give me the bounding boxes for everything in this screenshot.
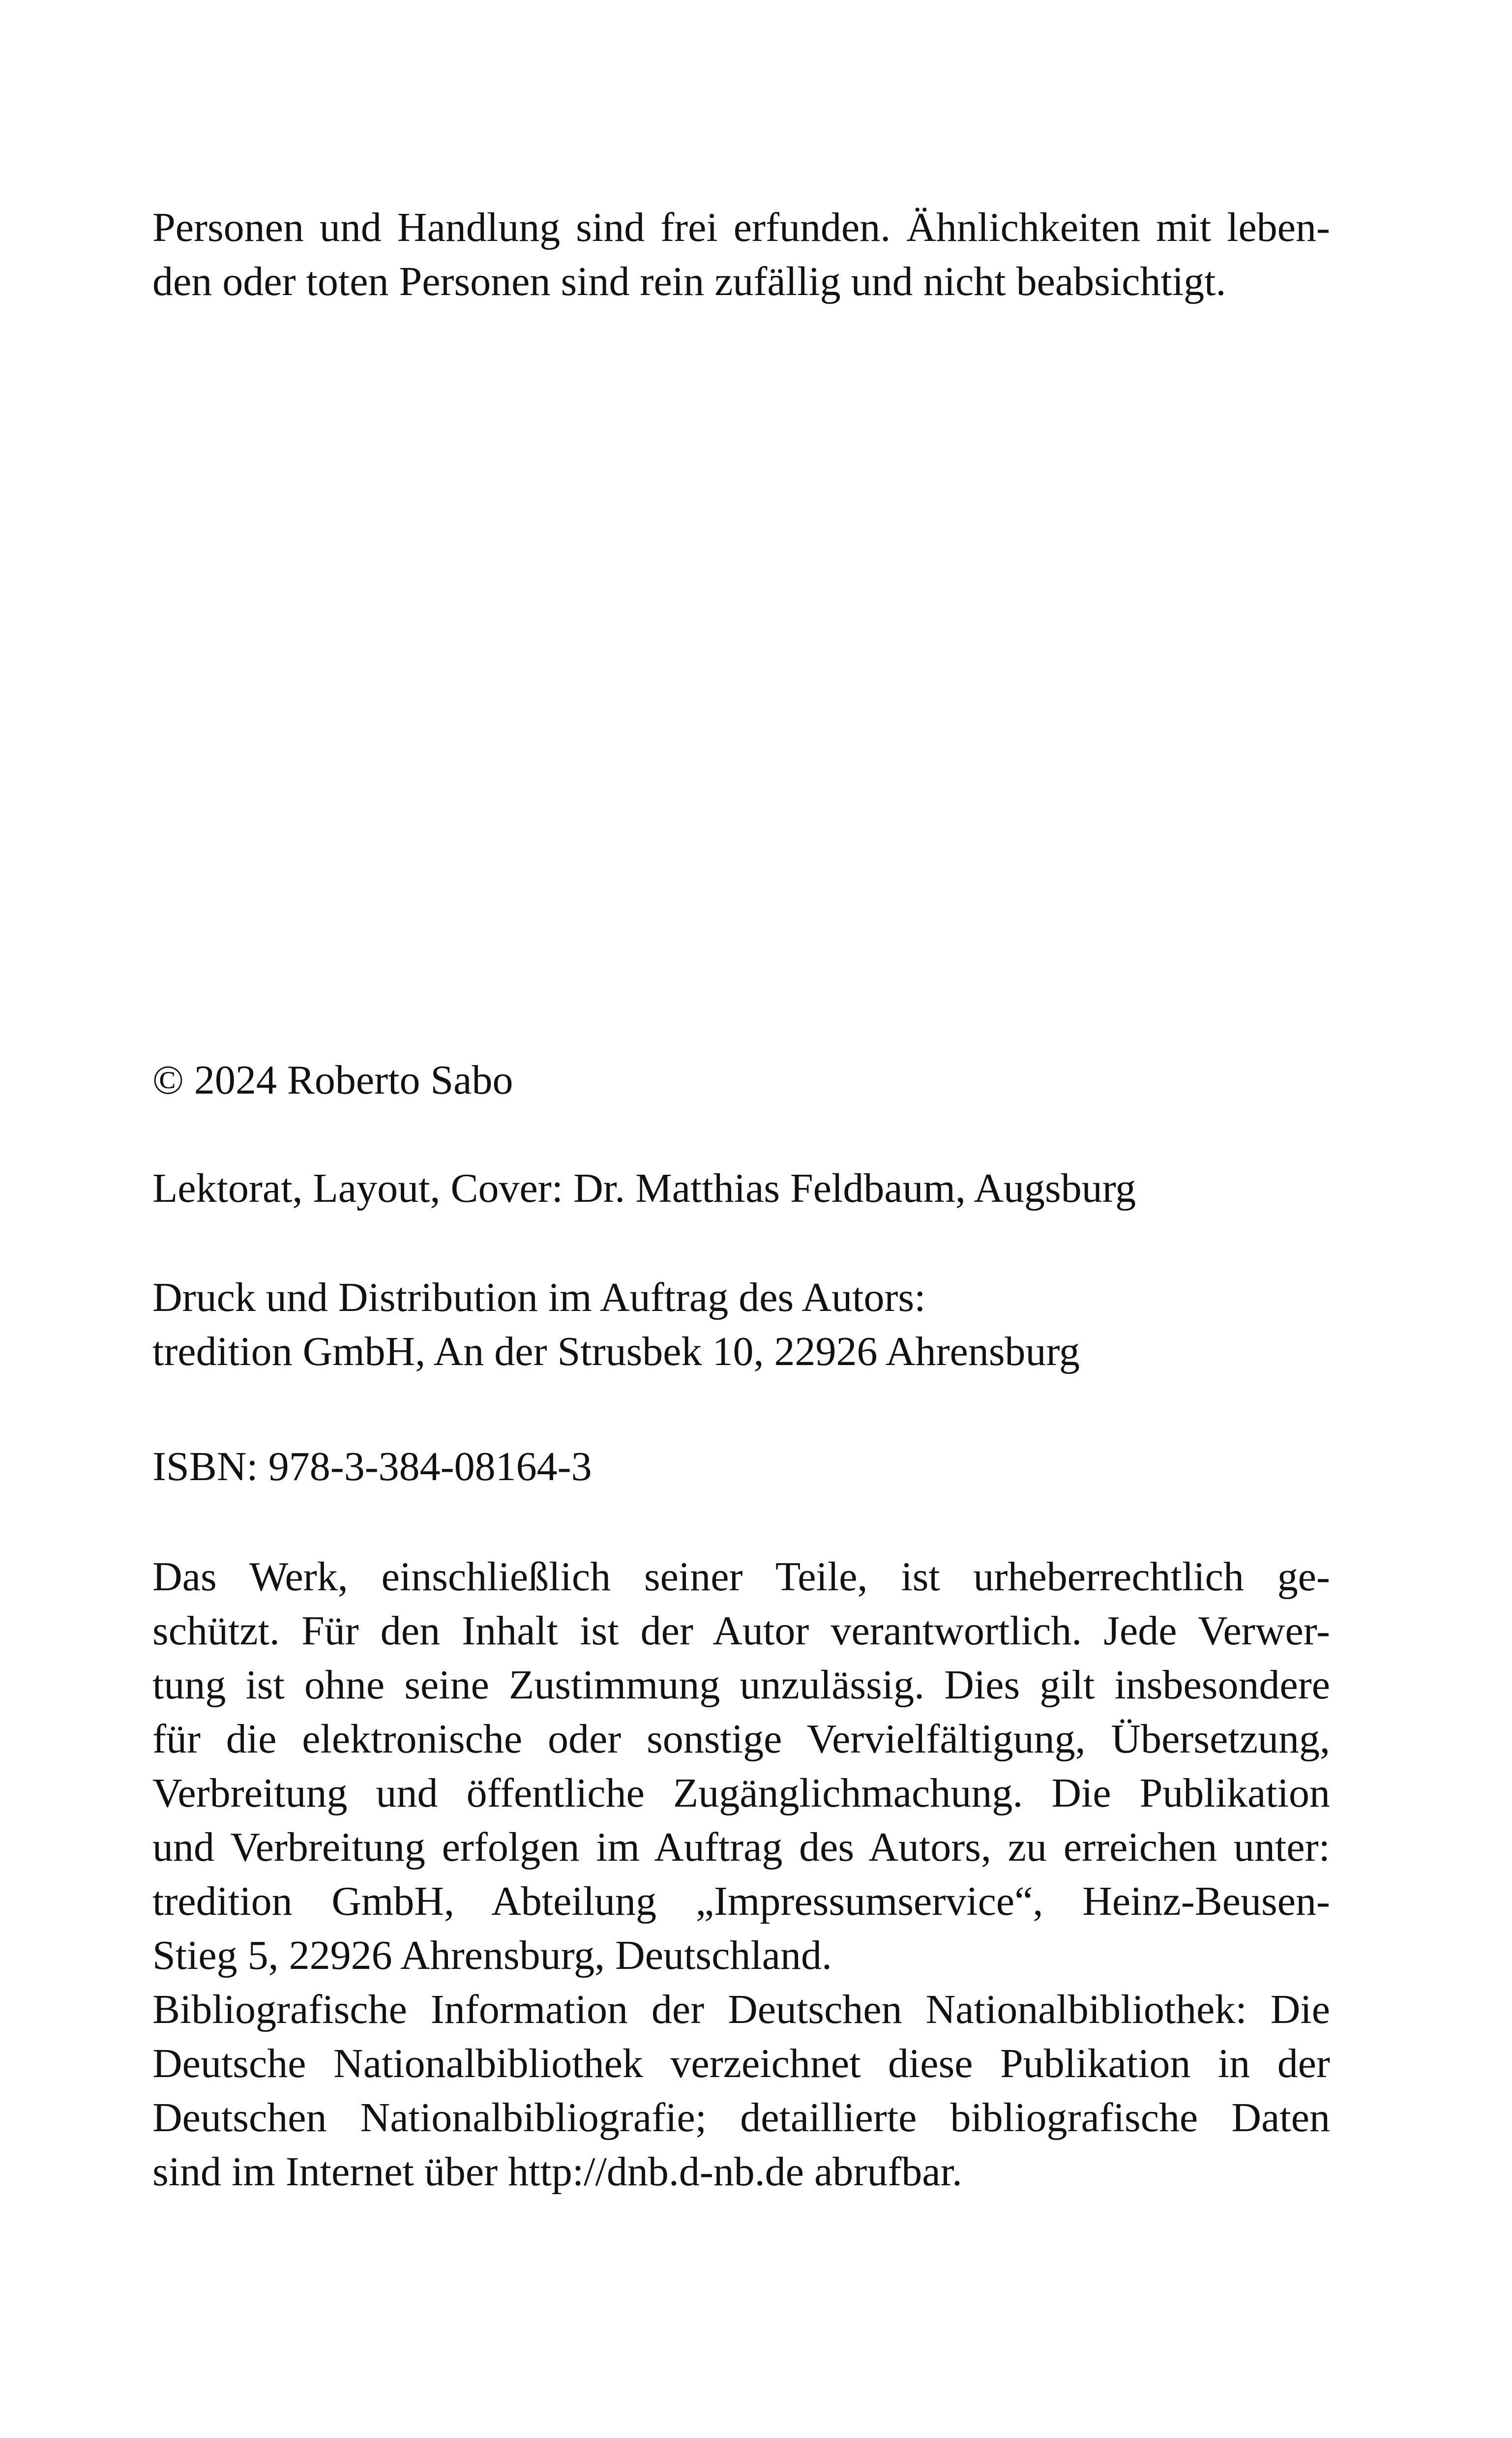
legal-line-4: für die elektronische oder sonstige Vervielfältigung, Übersetzung,	[152, 1716, 1330, 1762]
printing-distribution	[152, 1271, 1330, 1379]
disclaimer-line-2: den oder toten Personen sind rein zufällig und nicht beabsichtigt.	[152, 259, 1226, 304]
copyright-text: © 2024 Roberto Sabo	[152, 1057, 513, 1103]
biblio-line-2: Deutsche Nationalbibliothek verzeichnet diese Publikation in der	[152, 2041, 1330, 2086]
fiction-disclaimer	[152, 201, 1330, 309]
legal-line-2: schützt. Für den Inhalt ist der Autor verantwortlich. Jede Verwer-	[152, 1608, 1330, 1654]
legal-line-7: tredition GmbH, Abteilung „Impressumservice“, Heinz-Beusen-	[152, 1878, 1330, 1924]
bibliographic-information	[152, 1983, 1330, 2199]
printing-line-2: tredition GmbH, An der Strusbek 10, 22926 Ahrensburg	[152, 1329, 1080, 1374]
credits-text: Lektorat, Layout, Cover: Dr. Matthias Feldbaum, Augsburg	[152, 1165, 1136, 1211]
legal-line-5: Verbreitung und öffentliche Zugänglichmachung. Die Publikation	[152, 1770, 1330, 1816]
isbn-number	[152, 1440, 1330, 1494]
biblio-line-3: Deutschen Nationalbibliografie; detaillierte bibliografische Daten	[152, 2095, 1330, 2141]
biblio-line-1: Bibliografische Information der Deutschen Nationalbibliothek: Die	[152, 1987, 1330, 2032]
legal-line-3: tung ist ohne seine Zustimmung unzulässig. Dies gilt insbesondere	[152, 1662, 1330, 1708]
disclaimer-line-1: Personen und Handlung sind frei erfunden. Ähnlichkeiten mit leben-	[152, 205, 1330, 250]
printing-line-1: Druck und Distribution im Auftrag des Autors:	[152, 1275, 926, 1320]
production-credits	[152, 1161, 1330, 1216]
isbn-text: ISBN: 978-3-384-08164-3	[152, 1444, 592, 1489]
copyright-legal-notice	[152, 1550, 1330, 1983]
copyright-notice	[152, 1053, 1330, 1107]
legal-line-8: Stieg 5, 22926 Ahrensburg, Deutschland.	[152, 1933, 832, 1978]
biblio-line-4: sind im Internet über http://dnb.d-nb.de abrufbar.	[152, 2149, 962, 2195]
legal-line-6: und Verbreitung erfolgen im Auftrag des Autors, zu erreichen unter:	[152, 1824, 1330, 1870]
legal-line-1: Das Werk, einschließlich seiner Teile, ist urheberrechtlich ge-	[152, 1554, 1330, 1600]
